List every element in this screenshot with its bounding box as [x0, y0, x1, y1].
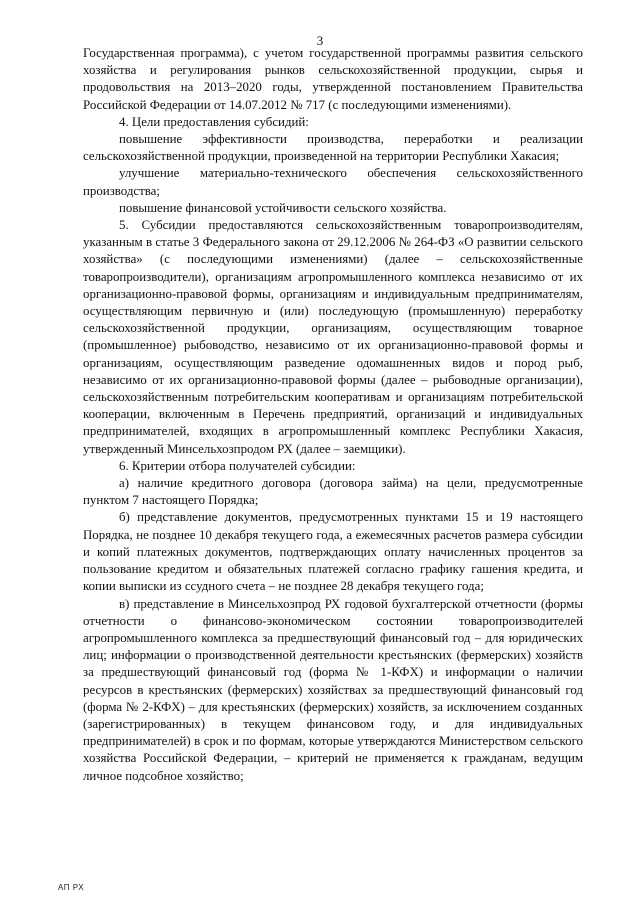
paragraph-goal-3: повышение финансовой устойчивости сельского хозяйства. — [119, 200, 447, 215]
document-body — [83, 45, 583, 785]
paragraph-5: 5. Субсидии предоставляются сельскохозяйственным товаропроизводителям, указанным в статье 3 Федерального закона от 29.12.2006 № 264-ФЗ «О развитии сельского хозяйства» (с последующими изменениями) (далее – сельскохозяйственные товаропроизводители), организациям агропромышленного комплекса независимо от их организационно-правовой формы, организациям и индивидуальным предпринимателям, осуществляющим первичную и (или) последующую (промышленную) переработку сельскохозяйственной продукции, организациям, осуществляющим товарное (промышленное) рыбоводство, независимо от их организационно-правовой формы и организациям, осуществляющим разведение одомашненных видов и пород рыб, независимо от их организационно-правовой формы (далее – рыбоводные организации), сельскохозяйственным потребительским кооперативам и организациям потребительской кооперации, включенным в Перечень предприятий, организаций и индивидуальных предпринимателей, входящих в агропромышленный комплекс Республики Хакасия, утвержденный Минсельхозпродом РХ (далее – заемщики). — [83, 218, 583, 456]
paragraph-4-heading: 4. Цели предоставления субсидий: — [119, 114, 309, 129]
paragraph-intro-continuation: Государственная программа), с учетом государственной программы развития сельского хозяйства и регулирования рынков сельскохозяйственной продукции, сырья и продовольствия на 2013–2020 годы, утвержденной постановлением Правительства Российской Федерации от 14.07.2012 № 717 (с последующими изменениями). — [83, 46, 583, 112]
criterion-b: б) представление документов, предусмотренных пунктами 15 и 19 настоящего Порядка, не позднее 10 декабря текущего года, а ежемесячных расчетов размера субсидии и копий платежных документов, подтверждающих оплату начисленных процентов за пользование кредитом и обязательных платежей согласно графику гашения кредита, и копии выписки из ссудного счета – не позднее 28 декабря текущего года; — [83, 510, 583, 594]
paragraph-goal-1: повышение эффективности производства, переработки и реализации сельскохозяйственной продукции, произведенной на территории Республики Хакасия; — [83, 132, 583, 164]
paragraph-goal-2: улучшение материально-технического обеспечения сельскохозяйственного производства; — [83, 166, 583, 198]
footer-mark: АП РХ — [58, 883, 85, 892]
criterion-a: а) наличие кредитного договора (договора займа) на цели, предусмотренные пунктом 7 настоящего Порядка; — [83, 476, 583, 508]
criterion-v: в) представление в Минсельхозпрод РХ годовой бухгалтерской отчетности (формы отчетности о финансово-экономическом состоянии товаропроизводителей агропромышленного комплекса за предшествующий финансовый год – для юридических лиц; информации о производственной деятельности крестьянских (фермерских) хозяйств за предшествующий финансовый год (форма № 1-КФХ) и информации о наличии ресурсов в крестьянских (фермерских) хозяйствах за предшествующий финансовый год (форма № 2-КФХ) – для крестьянских (фермерских) хозяйств, за исключением созданных (зарегистрированных) в текущем финансовом году, и для индивидуальных предпринимателей) в срок и по формам, которые утверждаются Министерством сельского хозяйства Российской Федерации, – критерий не применяется к гражданам, ведущим личное подсобное хозяйство; — [83, 596, 583, 783]
paragraph-6-heading: 6. Критерии отбора получателей субсидии: — [119, 458, 356, 473]
page-number: 3 — [316, 33, 324, 48]
